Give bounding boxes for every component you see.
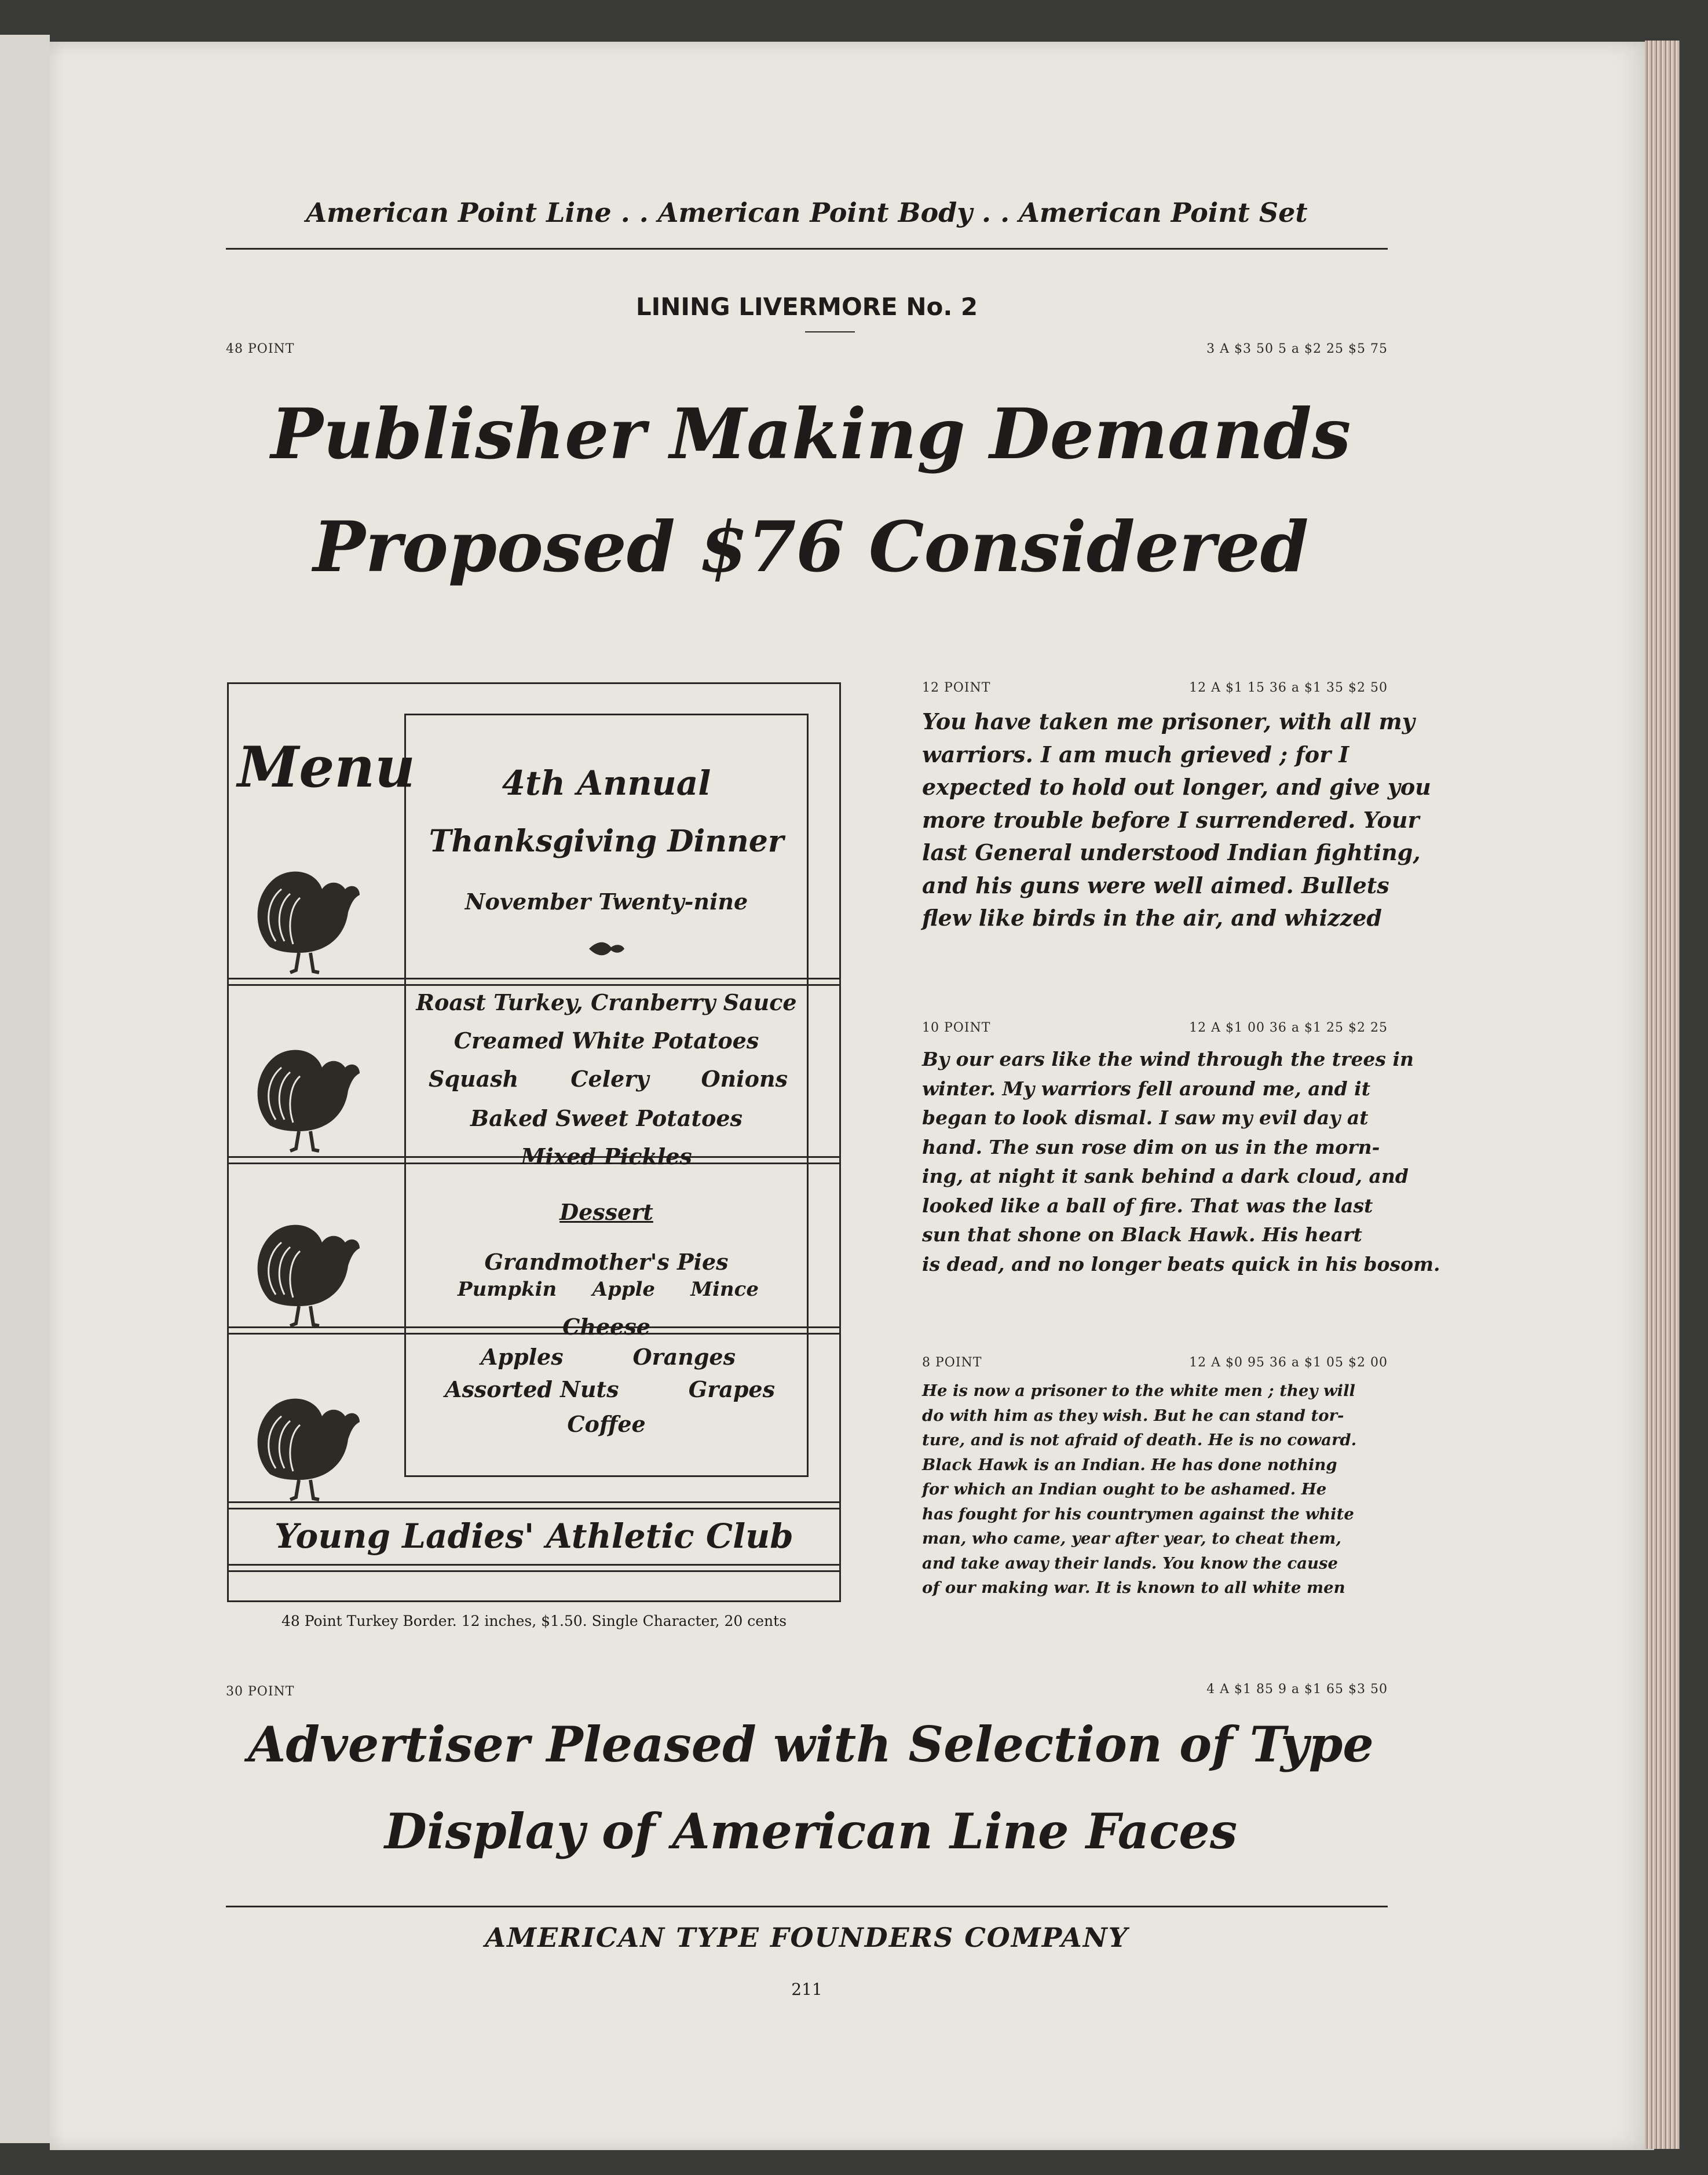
sample8-text: [922, 1379, 1385, 1600]
sample12-text: [922, 705, 1431, 935]
text-line: sun that shone on Black Hawk. His heart: [922, 1223, 1362, 1246]
text-line: is dead, and no longer beats quick in his bosom.: [922, 1252, 1440, 1275]
menu-item: Mince: [690, 1278, 759, 1301]
turkey-icon: [229, 828, 403, 1002]
page-number: 211: [791, 1980, 822, 1999]
menu-heading: Menu: [237, 734, 415, 800]
page-edges: [1645, 41, 1680, 2149]
previous-page-edge: [0, 35, 50, 2143]
footer-rule: [226, 1906, 1388, 1907]
menu-item: Grandmother's Pies: [484, 1249, 729, 1275]
text-line: ing, at night it sank behind a dark cloud, and: [922, 1165, 1409, 1187]
menu-item: Baked Sweet Potatoes: [470, 1105, 743, 1131]
text-line: has fought for his countrymen against the white: [922, 1504, 1354, 1523]
sample30-line-2: Display of American Line Faces: [384, 1803, 1238, 1860]
menu-row: [458, 1278, 759, 1301]
menu-caption: 48 Point Turkey Border. 12 inches, $1.50. Single Character, 20 cents: [281, 1613, 787, 1629]
title-ornament-rule: [805, 331, 855, 332]
menu-item: Mixed Pickles: [521, 1143, 692, 1169]
prices-12: 12 A $1 15 36 a $1 35 $2 50: [1189, 681, 1388, 695]
text-line: winter. My warriors fell around me, and it: [922, 1077, 1370, 1100]
menu-item: Apple: [592, 1278, 656, 1301]
menu-row: [445, 1376, 775, 1402]
size-label-12: 12 POINT: [922, 681, 991, 695]
menu-date: November Twenty-nine: [465, 889, 748, 915]
menu-item: Coffee: [567, 1411, 646, 1437]
menu-item: Grapes: [688, 1376, 775, 1402]
text-line: and his guns were well aimed. Bullets: [922, 872, 1389, 898]
text-line: of our making war. It is known to all white men: [922, 1578, 1345, 1597]
text-line: man, who came, year after year, to cheat them,: [922, 1529, 1341, 1548]
turkey-icon: [229, 1355, 403, 1529]
text-line: flew like birds in the air, and whizzed: [922, 905, 1382, 931]
text-line: He is now a prisoner to the white men ; they will: [922, 1381, 1355, 1400]
text-line: do with him as they wish. But he can stand tor-: [922, 1406, 1344, 1425]
text-line: Black Hawk is an Indian. He has done nothing: [922, 1455, 1337, 1474]
menu-band: [229, 1564, 839, 1572]
leaf-ornament-icon: [586, 937, 627, 960]
menu-item: Onions: [701, 1066, 788, 1092]
prices-48: 3 A $3 50 5 a $2 25 $5 75: [1206, 342, 1388, 356]
menu-item: Oranges: [632, 1344, 736, 1370]
turkey-icon: [229, 1007, 403, 1180]
sample30-line-1: Advertiser Pleased with Selection of Type: [248, 1716, 1374, 1773]
header-rule: [226, 248, 1388, 250]
text-line: and take away their lands. You know the cause: [922, 1553, 1338, 1573]
text-line: ture, and is not afraid of death. He is no coward.: [922, 1431, 1357, 1449]
menu-title-2: Thanksgiving Dinner: [429, 824, 784, 859]
menu-item: Squash: [429, 1066, 519, 1092]
text-line: more trouble before I surrendered. Your: [922, 806, 1420, 833]
text-line: began to look dismal. I saw my evil day at: [922, 1106, 1369, 1129]
sample48-line-2: Proposed $76 Considered: [313, 506, 1309, 588]
header-line: American Point Line . . American Point Body . . American Point Set: [306, 197, 1308, 228]
menu-item: Pumpkin: [458, 1278, 557, 1301]
text-line: looked like a ball of fire. That was the last: [922, 1194, 1373, 1217]
size-label-10: 10 POINT: [922, 1021, 991, 1035]
turkey-icon: [229, 1182, 403, 1355]
menu-row: [481, 1344, 736, 1370]
menu-item: Apples: [481, 1344, 564, 1370]
menu-title-1: 4th Annual: [502, 763, 711, 803]
menu-item: Celery: [570, 1066, 649, 1092]
text-line: warriors. I am much grieved ; for I: [922, 741, 1349, 767]
text-line: hand. The sun rose dim on us in the morn-: [922, 1135, 1380, 1158]
menu-item: Assorted Nuts: [445, 1376, 619, 1402]
prices-8: 12 A $0 95 36 a $1 05 $2 00: [1189, 1355, 1388, 1370]
size-label-30: 30 POINT: [226, 1684, 295, 1699]
text-line: for which an Indian ought to be ashamed. He: [922, 1480, 1327, 1498]
size-label-48: 48 POINT: [226, 342, 295, 356]
text-line: By our ears like the wind through the trees in: [922, 1048, 1414, 1070]
specimen-title: LINING LIVERMORE No. 2: [635, 293, 978, 321]
menu-item: Cheese: [562, 1314, 650, 1340]
sample48-line-1: Publisher Making Demands: [270, 393, 1351, 475]
sample10-text: [922, 1045, 1440, 1279]
menu-item: Roast Turkey, Cranberry Sauce: [416, 989, 797, 1015]
menu-footer: Young Ladies' Athletic Club: [275, 1516, 793, 1556]
menu-dessert-label: Dessert: [559, 1199, 653, 1225]
text-line: expected to hold out longer, and give you: [922, 774, 1431, 800]
size-label-8: 8 POINT: [922, 1355, 982, 1370]
menu-row: [429, 1066, 788, 1092]
prices-10: 12 A $1 00 36 a $1 25 $2 25: [1189, 1021, 1388, 1035]
menu-item: Creamed White Potatoes: [453, 1028, 759, 1054]
text-line: You have taken me prisoner, with all my: [922, 708, 1415, 734]
prices-30: 4 A $1 85 9 a $1 65 $3 50: [1206, 1682, 1388, 1697]
company-name: AMERICAN TYPE FOUNDERS COMPANY: [485, 1922, 1129, 1953]
text-line: last General understood Indian fighting,: [922, 839, 1421, 865]
